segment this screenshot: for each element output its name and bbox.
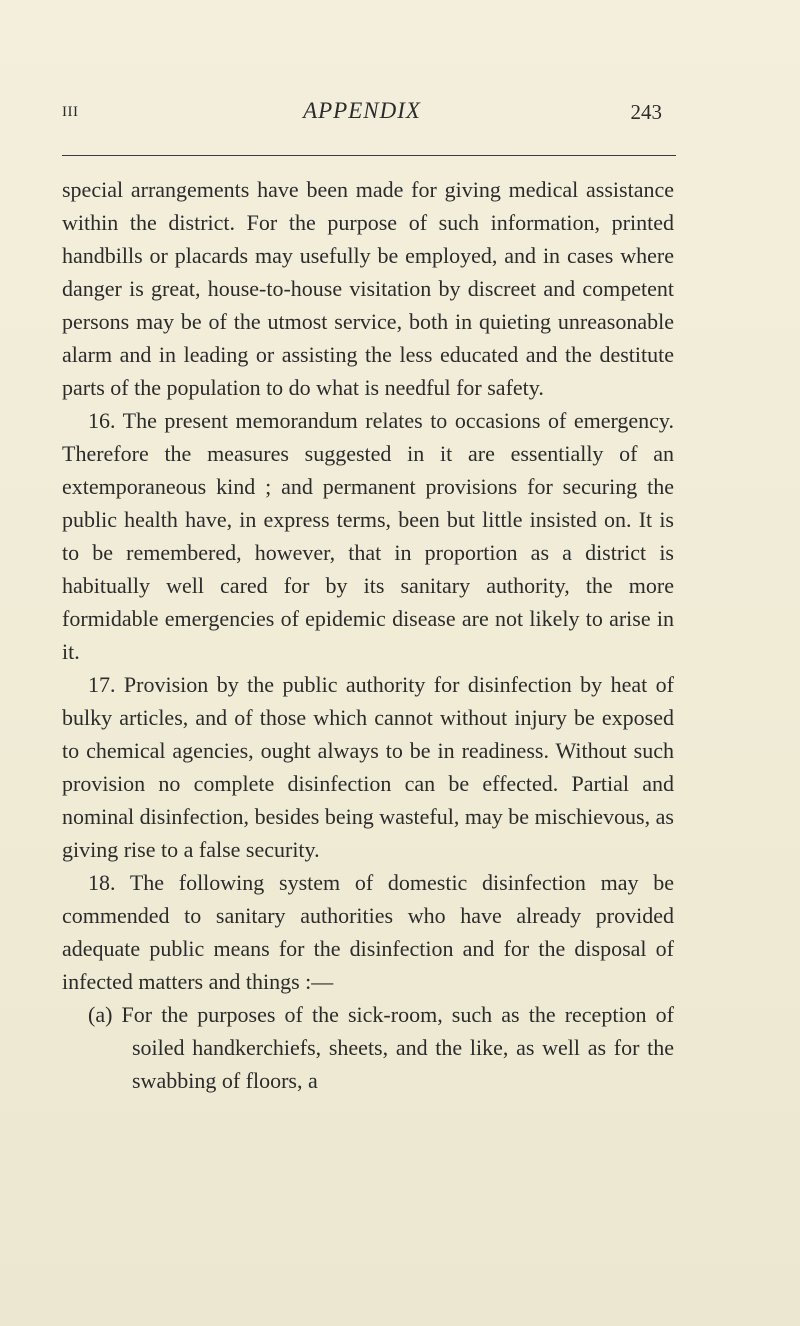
chapter-number: III <box>62 104 79 120</box>
paragraph-continued: special arrangements have been made for giving medical assistance within the district. For the purpose of such information, printed handbills or placards may usefully be employed, and in cases where danger is great, house-to-house visitation by discreet and competent persons may be of the utmost service, both in quieting unreasonable alarm and in leading or assisting the less educated and the destitute parts of the population to do what is needful for safety. <box>62 177 674 400</box>
paragraph-16: 16. The present memorandum relates to occasions of emergency. Therefore the measures suggested in it are essentially of an extemporaneous kind ; and permanent provisions for securing the public health have, in express terms, been but little insisted on. It is to be remembered, however, that in proportion as a district is habitually well cared for by its sanitary authority, the more formidable emergencies of epidemic disease are not likely to arise in it. <box>62 408 674 664</box>
body-text <box>62 173 674 1097</box>
running-title: APPENDIX <box>303 98 421 123</box>
running-header <box>62 98 662 128</box>
header-rule <box>62 155 676 156</box>
page-number: 243 <box>630 100 662 124</box>
paragraph-18: 18. The following system of domestic disinfection may be commended to sanitary authorities who have already provided adequate public means for the disinfection and for the disposal of infected matters and things :— <box>62 870 674 994</box>
paragraph-17: 17. Provision by the public authority for disinfection by heat of bulky articles, and of those which cannot without injury be exposed to chemical agencies, ought always to be in readiness. Without such provision no complete disinfection can be effected. Partial and nominal disinfection, besides being wasteful, may be mischievous, as giving rise to a false security. <box>62 672 674 862</box>
paragraph-18a: (a) For the purposes of the sick-room, such as the reception of soiled handkerchiefs, sheets, and the like, as well as for the swabbing of floors, a <box>88 1002 674 1093</box>
